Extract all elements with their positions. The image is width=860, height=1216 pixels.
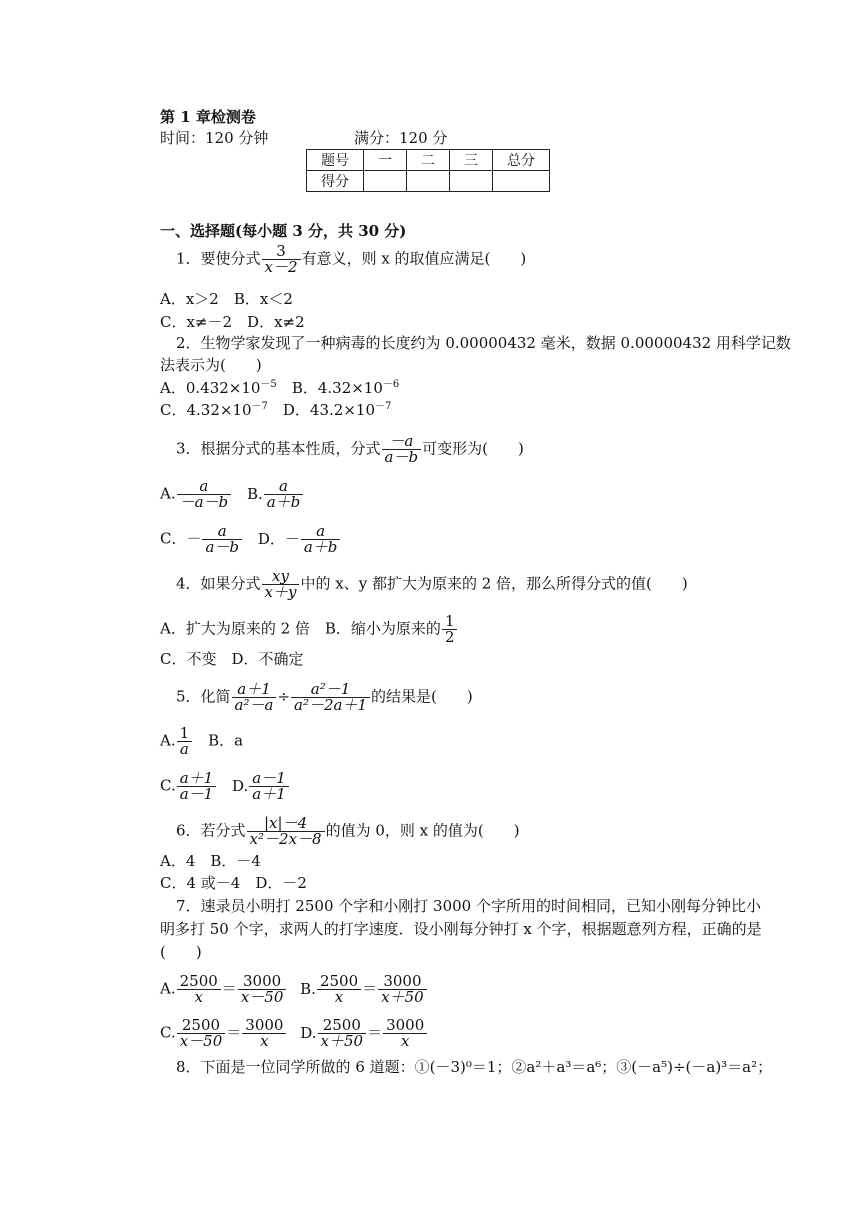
q7-line-1: 7．速录员小明打 2500 个字和小刚打 3000 个字所用的时间相同，已知小刚每分钟比小 (176, 897, 761, 915)
q2-option-b-exponent: －6 (382, 379, 400, 390)
score-header-cell: 总分 (493, 150, 550, 171)
q1-fraction (262, 244, 301, 275)
q5-divide-sign: ÷ (277, 687, 291, 706)
q2-options-cd (160, 401, 391, 419)
q1-denominator: x－2 (264, 258, 298, 276)
q4-options-ab-text: A．扩大为原来的 2 倍 B．缩小为原来的 (160, 619, 441, 638)
q7-c-n2: 3000 (242, 1018, 286, 1034)
q5-den-2: a²－2a＋1 (294, 696, 368, 714)
score-cell[interactable] (493, 171, 550, 192)
q5-option-d-label: D. (232, 776, 249, 795)
q7-d-fraction-1 (318, 1018, 367, 1049)
q6-options-cd: C．4 或－4 D．－2 (160, 874, 307, 892)
q4-text-post: 中的 x、y 都扩大为原来的 2 倍，那么所得分式的值( ) (300, 574, 688, 593)
q7-a-fraction-1 (177, 974, 221, 1005)
q5-options-cd (160, 771, 290, 802)
q5-options-ab (160, 726, 243, 757)
section-heading: 一、选择题(每小题 3 分，共 30 分) (160, 222, 407, 240)
q3-option-d-fraction (301, 524, 341, 555)
q7-option-c-label: C. (160, 1023, 176, 1042)
q4-half-num: 1 (442, 614, 458, 630)
q3-text: 3．根据分式的基本性质，分式 (176, 439, 381, 458)
score-header-cell: 题号 (307, 150, 364, 171)
q7-b-n2: 3000 (378, 974, 427, 990)
score-cell[interactable] (407, 171, 450, 192)
equals-sign: ＝ (362, 979, 378, 998)
q5-text: 5．化简 (176, 687, 231, 706)
q6-numerator: |x|－4 (247, 816, 325, 832)
q3-option-c-label: C．－ (160, 529, 202, 548)
question-3 (176, 434, 524, 465)
q1-options-ab: A．x＞2 B．x＜2 (160, 290, 293, 308)
q4-half-fraction (442, 614, 458, 645)
q5-option-a-label: A. (160, 731, 176, 750)
q3-b-den: a＋b (266, 493, 301, 511)
q1-text: 1．要使分式 (176, 249, 261, 268)
q7-b-d1: x (334, 988, 344, 1006)
q2-option-a: A．0.432×10 (160, 379, 261, 397)
q5-option-d-fraction (249, 771, 289, 802)
q3-options-ab (160, 479, 304, 510)
q3-c-den: a－b (205, 538, 240, 556)
equals-sign: ＝ (226, 1023, 242, 1042)
q5-c-den: a－1 (179, 785, 214, 803)
score-table-score-row (307, 171, 550, 192)
equals-sign: ＝ (221, 979, 237, 998)
q7-c-d2: x (260, 1032, 269, 1050)
q3-option-c-fraction (202, 524, 242, 555)
q7-line-3: ( ) (160, 943, 202, 961)
q2-option-d: D．43.2×10 (267, 401, 375, 419)
q3-fraction (382, 434, 422, 465)
q3-c-num: a (202, 524, 242, 540)
q5-a-num: 1 (177, 726, 193, 742)
q7-a-d1: x (194, 988, 203, 1006)
q6-options-ab: A．4 B．－4 (160, 852, 261, 870)
q7-d-fraction-2 (383, 1018, 427, 1049)
q7-a-n2: 3000 (238, 974, 287, 990)
q7-c-fraction-1 (177, 1018, 226, 1049)
q5-fraction-2 (291, 682, 370, 713)
full-score: 满分：120 分 (354, 129, 448, 147)
q7-b-d2: x＋50 (381, 988, 424, 1006)
q3-d-den: a＋b (303, 538, 338, 556)
q5-num-1: a＋1 (232, 682, 277, 698)
q2-options-ab (160, 379, 399, 397)
question-4 (176, 569, 688, 600)
q4-options-cd: C．不变 D．不确定 (160, 650, 304, 668)
q3-option-b-label: B. (246, 484, 263, 503)
q2-option-b: B．4.32×10 (276, 379, 383, 397)
q7-d-d1: x＋50 (320, 1032, 364, 1050)
q7-c-d1: x－50 (179, 1032, 223, 1050)
q5-text-post: 的结果是( ) (371, 687, 473, 706)
q3-d-num: a (301, 524, 341, 540)
time-limit: 时间：120 分钟 (160, 129, 269, 147)
q7-b-n1: 2500 (317, 974, 361, 990)
q7-c-fraction-2 (242, 1018, 286, 1049)
q6-fraction (247, 816, 325, 847)
q1-text-post: 有意义，则 x 的取值应满足( ) (301, 249, 527, 268)
score-header-cell: 三 (450, 150, 493, 171)
q4-fraction (262, 569, 300, 600)
q7-options-ab (160, 974, 428, 1005)
q2-option-c: C．4.32×10 (160, 401, 252, 419)
q4-numerator: xy (262, 569, 300, 585)
score-cell[interactable] (450, 171, 493, 192)
q3-option-b-fraction (264, 479, 304, 510)
q7-b-fraction-1 (317, 974, 361, 1005)
q8-line-1: 8．下面是一位同学所做的 6 道题：①(－3)⁰＝1；②a²＋a³＝a⁶；③(－a⁵)÷(－a)³＝a²； (176, 1058, 773, 1076)
q3-a-den: －a－b (179, 493, 229, 511)
q7-a-d2: x－50 (240, 988, 284, 1006)
q6-denominator: x²－2x－8 (249, 830, 322, 848)
q3-options-cd (160, 524, 341, 555)
q3-b-num: a (264, 479, 304, 495)
q5-d-num: a－1 (249, 771, 289, 787)
q5-num-2: a²－1 (291, 682, 370, 698)
q3-denominator: a－b (384, 448, 419, 466)
q4-options-ab (160, 614, 458, 645)
q7-option-a-label: A. (160, 979, 176, 998)
q4-half-den: 2 (444, 628, 455, 646)
q7-a-fraction-2 (238, 974, 287, 1005)
q1-options-cd: C．x≠－2 D．x≠2 (160, 313, 305, 331)
q7-c-n1: 2500 (177, 1018, 226, 1034)
q7-line-2: 明多打 50 个字，求两人的打字速度．设小刚每分钟打 x 个字，根据题意列方程，正确的是 (160, 920, 762, 938)
q7-d-n2: 3000 (383, 1018, 427, 1034)
q3-option-a-fraction (177, 479, 232, 510)
q2-option-c-exponent: －7 (251, 401, 268, 412)
q1-numerator: 3 (262, 244, 301, 260)
q5-den-1: a²－a (234, 696, 274, 714)
q5-d-den: a＋1 (252, 785, 286, 803)
q7-d-d2: x (400, 1032, 410, 1050)
q7-option-b-label: B. (300, 979, 316, 998)
q5-a-den: a (179, 740, 189, 758)
q6-text-post: 的值为 0，则 x 的值为( ) (325, 821, 520, 840)
q2-option-d-exponent: －7 (375, 401, 392, 412)
q2-line-1: 2．生物学家发现了一种病毒的长度约为 0.00000432 毫米，数据 0.00000432 用科学记数 (176, 334, 791, 352)
exam-title: 第 1 章检测卷 (160, 108, 256, 126)
score-cell[interactable] (364, 171, 407, 192)
score-header-cell: 二 (407, 150, 450, 171)
q3-text-post: 可变形为( ) (422, 439, 524, 458)
score-header-cell: 一 (364, 150, 407, 171)
q2-option-a-exponent: －5 (260, 379, 277, 390)
q5-c-num: a＋1 (177, 771, 217, 787)
q5-option-c-fraction (177, 771, 217, 802)
score-row-label: 得分 (307, 171, 364, 192)
question-1 (176, 244, 526, 275)
q3-a-num: a (177, 479, 232, 495)
q6-text: 6．若分式 (176, 821, 246, 840)
q4-denominator: x＋y (264, 583, 297, 601)
q4-text: 4．如果分式 (176, 574, 261, 593)
q3-numerator: －a (382, 434, 422, 450)
equals-sign: ＝ (367, 1023, 383, 1042)
q7-option-d-label: D. (300, 1023, 317, 1042)
q7-d-n1: 2500 (318, 1018, 367, 1034)
q5-option-b: B．a (193, 731, 244, 750)
q7-a-n1: 2500 (177, 974, 221, 990)
question-6 (176, 816, 520, 847)
q2-line-2: 法表示为( ) (160, 356, 262, 374)
score-table (306, 149, 550, 192)
q7-b-fraction-2 (378, 974, 427, 1005)
q5-option-c-label: C. (160, 776, 176, 795)
q5-option-a-fraction (177, 726, 193, 757)
question-5 (176, 682, 473, 713)
score-table-header-row (307, 150, 550, 171)
q7-options-cd (160, 1018, 428, 1049)
q5-fraction-1 (232, 682, 277, 713)
q3-option-d-label: D．－ (257, 529, 300, 548)
q3-option-a-label: A. (160, 484, 176, 503)
